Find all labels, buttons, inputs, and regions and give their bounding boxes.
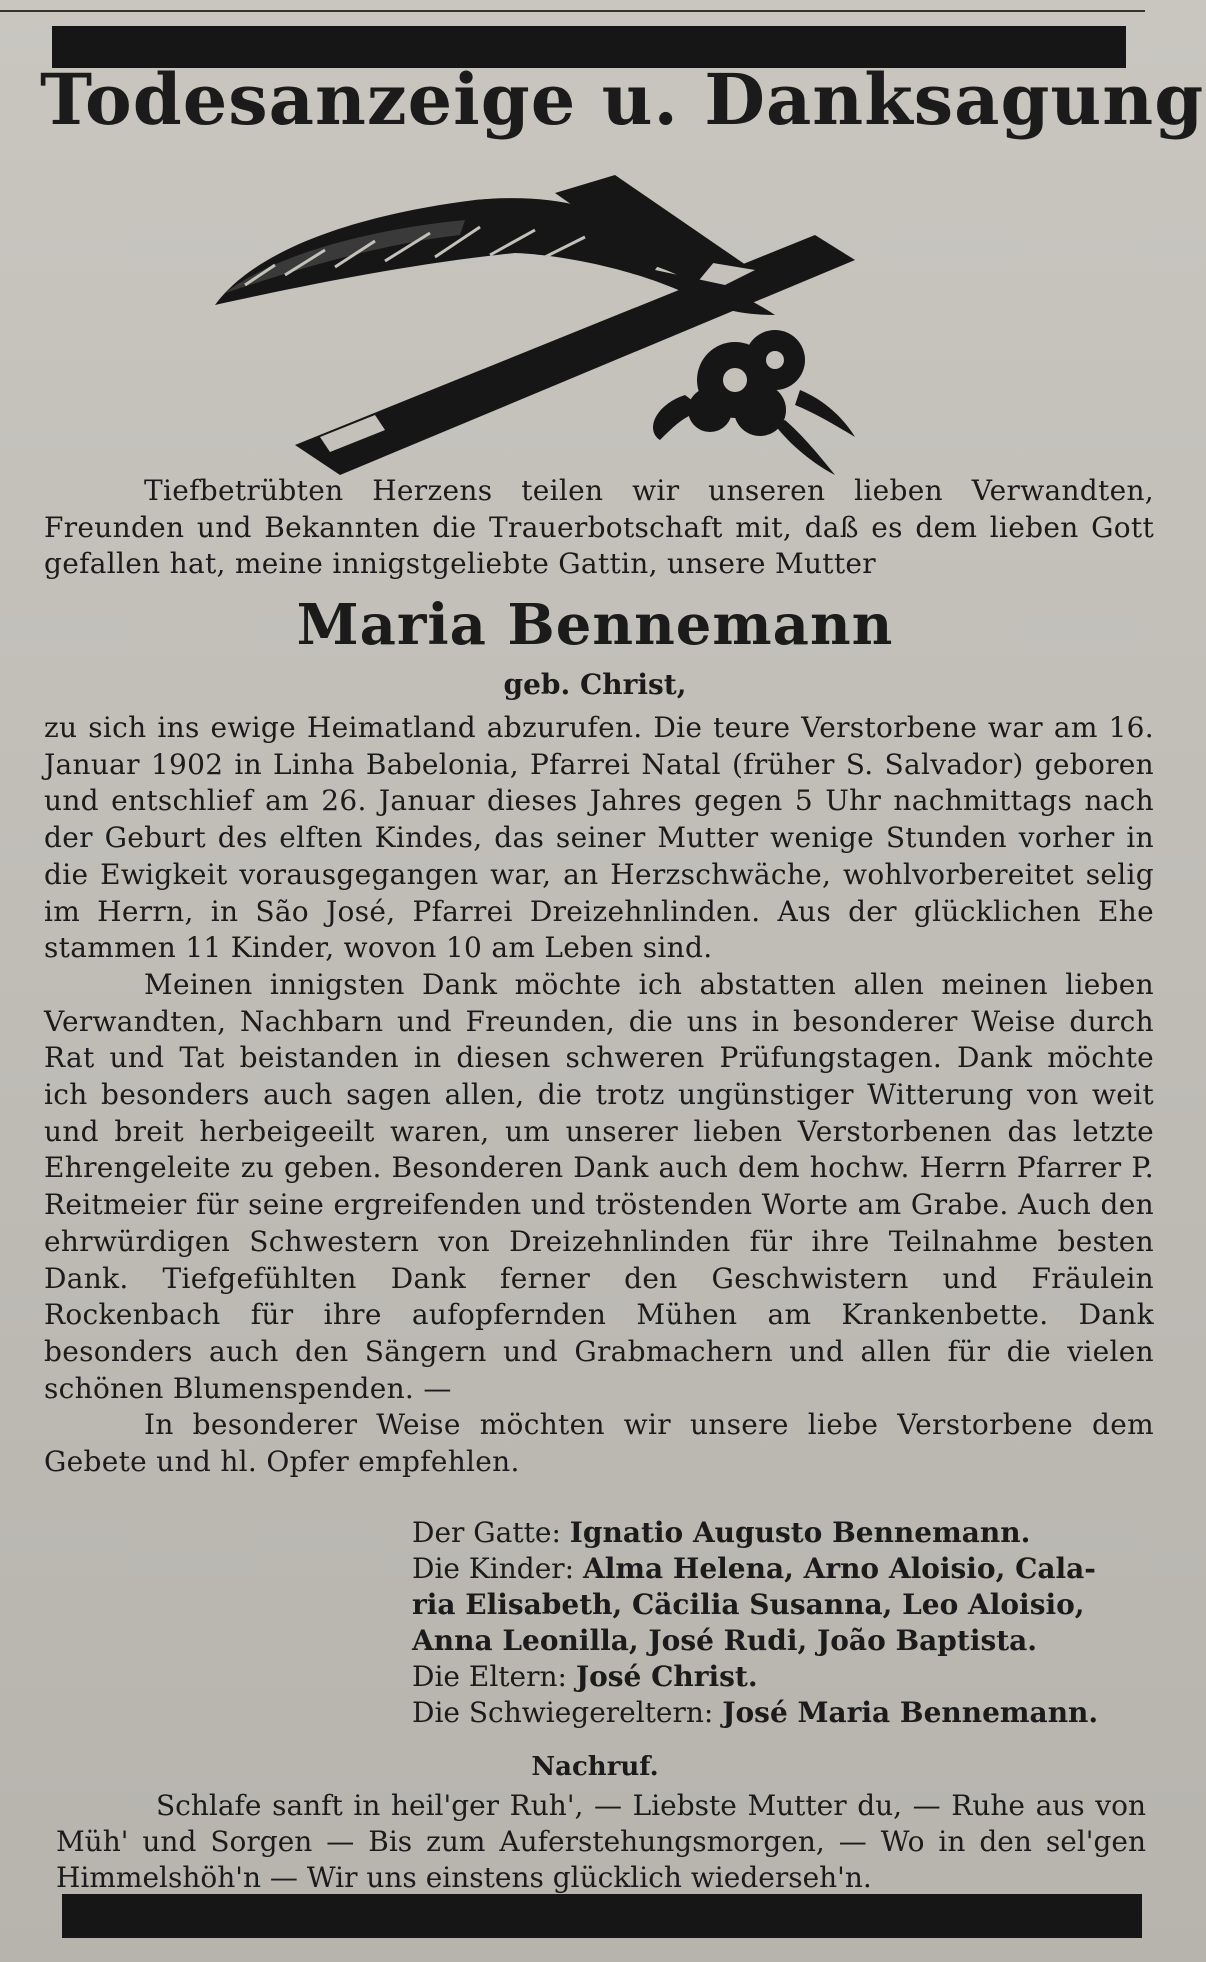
nachruf-title: Nachruf. [531,1752,659,1782]
signature-children [412,1551,1152,1587]
signature-children-cont2 [412,1623,1152,1659]
signature-parents [412,1659,1152,1695]
inlaws-label: Die Schwiegereltern: [412,1696,714,1729]
signature-spouse [412,1515,1152,1551]
paragraph-thanks: Meinen innigsten Dank möchte ich abstatten allen meinen lieben Verwandten, Nachbarn und Freunden, die uns in besonderer Weise durch Rat und Tat beistanden in diesen schweren Prüfungstagen. Dank möchte ich besonders auch sagen allen, die trotz ungünstiger Witterung von weit und breit herbeigeeilt waren, um unserer lieben Verstorbenen das letzte Ehrengeleite zu geben. Besonderen Dank auch dem hochw. Herrn Pfarrer P. Reitmeier für seine ergreifenden und tröstenden Worte am Grabe. Auch den ehrwürdigen Schwestern von Dreizehnlinden für ihre Teilnahme besten Dank. Tiefgefühlten Dank ferner den Geschwistern und Fräulein Rockenbach für ihre aufopfernden Mühen am Krankenbette. Dank besonders auch den Sängern und Grabmachern und allen für die vielen schönen Blumenspenden. — [44,967,1154,1405]
signatures [412,1515,1152,1731]
children-label: Die Kinder: [412,1552,575,1585]
paragraph-biography: zu sich ins ewige Heimatland abzurufen. Die teure Verstorbene war am 16. Januar 1902 in Linha Babelonia, Pfarrei Natal (früher S. Salvador) geboren und entschlief am 26. Januar dieses Jahres gegen 5 Uhr nachmittags nach der Geburt des elften Kindes, das seiner Mutter wenige Stunden vorher in die Ewigkeit vorausgegangen war, an Herzschwäche, wohlvorbereitet selig im Herrn, in São José, Pfarrei Dreizehnlinden. Aus der glücklichen Ehe stammen 11 Kinder, wovon 10 am Leben sind. [44,711,1154,965]
nachruf-poem [56,1788,1146,1896]
parents-name: José Christ. [575,1660,758,1693]
cross-with-palm-and-flowers-icon [215,175,995,480]
children-names-3: Anna Leonilla, José Rudi, João Baptista. [412,1624,1038,1657]
headline: Todesanzeige u. Danksagung [40,58,1205,141]
children-names-2: ria Elisabeth, Cäcilia Susanna, Leo Aloisio, [412,1588,1085,1621]
deceased-name: Maria Bennemann [296,592,894,658]
paragraph-prayer: In besonderer Weise möchten wir unsere liebe Verstorbene dem Gebete und hl. Opfer empfehlen. [44,1408,1154,1479]
children-names-1: Alma Helena, Arno Aloisio, Cala- [583,1552,1096,1585]
intro-paragraph [44,473,1154,583]
body-text [44,710,1154,1481]
inlaws-name: José Maria Bennemann. [722,1696,1099,1729]
top-thin-rule [0,10,1145,12]
spouse-label: Der Gatte: [412,1516,561,1549]
bottom-black-bar [62,1894,1142,1938]
intro-text: Tiefbetrübten Herzens teilen wir unseren lieben Verwandten, Freunden und Bekannten die Trauerbotschaft mit, daß es dem lieben Gott gefallen hat, meine innigstgeliebte Gattin, unsere Mutter [44,474,1154,581]
birth-name: geb. Christ, [503,668,687,701]
signature-inlaws [412,1695,1152,1731]
nachruf-text: Schlafe sanft in heil'ger Ruh', — Liebste Mutter du, — Ruhe aus von Müh' und Sorgen — Bis zum Auferstehungsmorgen, — Wo in den sel'gen Himmelshöh'n — Wir uns einstens glücklich wiederseh'n. [56,1789,1146,1894]
parents-label: Die Eltern: [412,1660,567,1693]
spouse-name: Ignatio Augusto Bennemann. [569,1516,1031,1549]
signature-children-cont [412,1587,1152,1623]
flower-bouquet-icon [653,330,855,475]
